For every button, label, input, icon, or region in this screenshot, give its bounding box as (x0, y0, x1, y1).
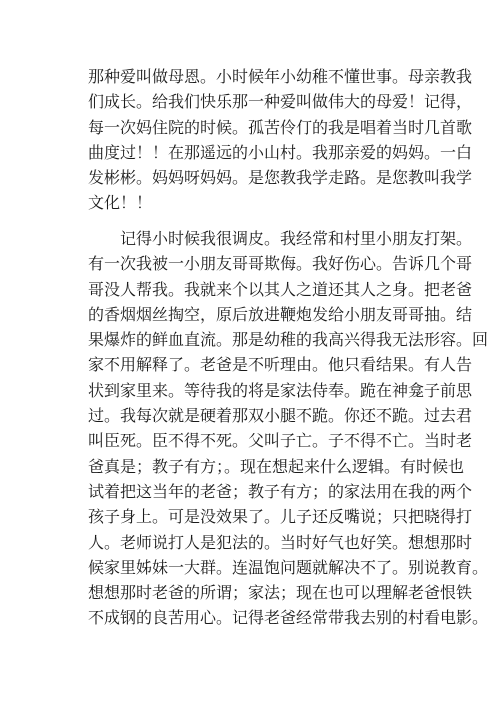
paragraph-1-line: 文化！！ (88, 193, 153, 213)
paragraph-1-line: 们成长。给我们快乐那一种爱叫做伟大的母爱！记得， (88, 92, 473, 112)
paragraph-2-line: 过。我每次就是硬着那双小腿不跪。你还不跪。过去君 (88, 406, 473, 426)
paragraph-2-line: 家不用解释了。老爸是不听理由。他只看结果。有人告 (88, 355, 473, 375)
paragraph-2-line: 记得小时候我很调皮。我经常和村里小朋友打架。 (120, 229, 473, 248)
paragraph-2-line: 候家里姊妹一大群。连温饱问题就解决不了。别说教育。 (88, 557, 489, 577)
paragraph-1-line: 每一次妈住院的时候。孤苦伶仃的我是唱着当时几首歌 (88, 117, 473, 137)
paragraph-2-line: 爸真是；教子有方；。现在想起来什么逻辑。有时候也 (88, 456, 465, 476)
paragraph-2-line: 孩子身上。可是没效果了。儿子还反嘴说；只把晓得打 (88, 507, 473, 527)
paragraph-2-line: 不成钢的良苦用心。记得老爸经常带我去别的村看电影。 (88, 608, 489, 628)
paragraph-2-line: 叫臣死。臣不得不死。父叫子亡。子不得不亡。当时老 (88, 431, 473, 451)
paragraph-2 (88, 226, 489, 631)
paragraph-2-line: 果爆炸的鲜血直流。那是幼稚的我高兴得我无法形容。回 (88, 330, 489, 350)
paragraph-1-line: 曲度过！！在那遥远的小山村。我那亲爱的妈妈。一白 (88, 142, 473, 162)
paragraph-2-line: 状到家里来。等待我的将是家法侍奉。跪在神龛子前思 (88, 380, 473, 400)
paragraph-2-line: 有一次我被一小朋友哥哥欺侮。我好伤心。告诉几个哥 (88, 254, 473, 274)
paragraph-2-line: 的香烟烟丝掏空，原后放进鞭炮发给小朋友哥哥抽。结 (88, 304, 473, 324)
paragraph-2-line: 哥没人帮我。我就来个以其人之道还其人之身。把老爸 (88, 279, 473, 299)
paragraph-1-line: 那种爱叫做母恩。小时候年小幼稚不懂世事。母亲教我 (88, 67, 473, 86)
paragraph-1 (88, 64, 473, 216)
paragraph-2-line: 试着把这当年的老爸；教子有方；的家法用在我的两个 (88, 481, 473, 501)
paragraph-1-line: 发彬彬。妈妈呀妈妈。是您教我学走路。是您教叫我学 (88, 168, 473, 188)
paragraph-2-line: 想想那时老爸的所谓；家法；现在也可以理解老爸恨铁 (88, 583, 473, 603)
paragraph-2-line: 人。老师说打人是犯法的。当时好气也好笑。想想那时 (88, 532, 473, 552)
